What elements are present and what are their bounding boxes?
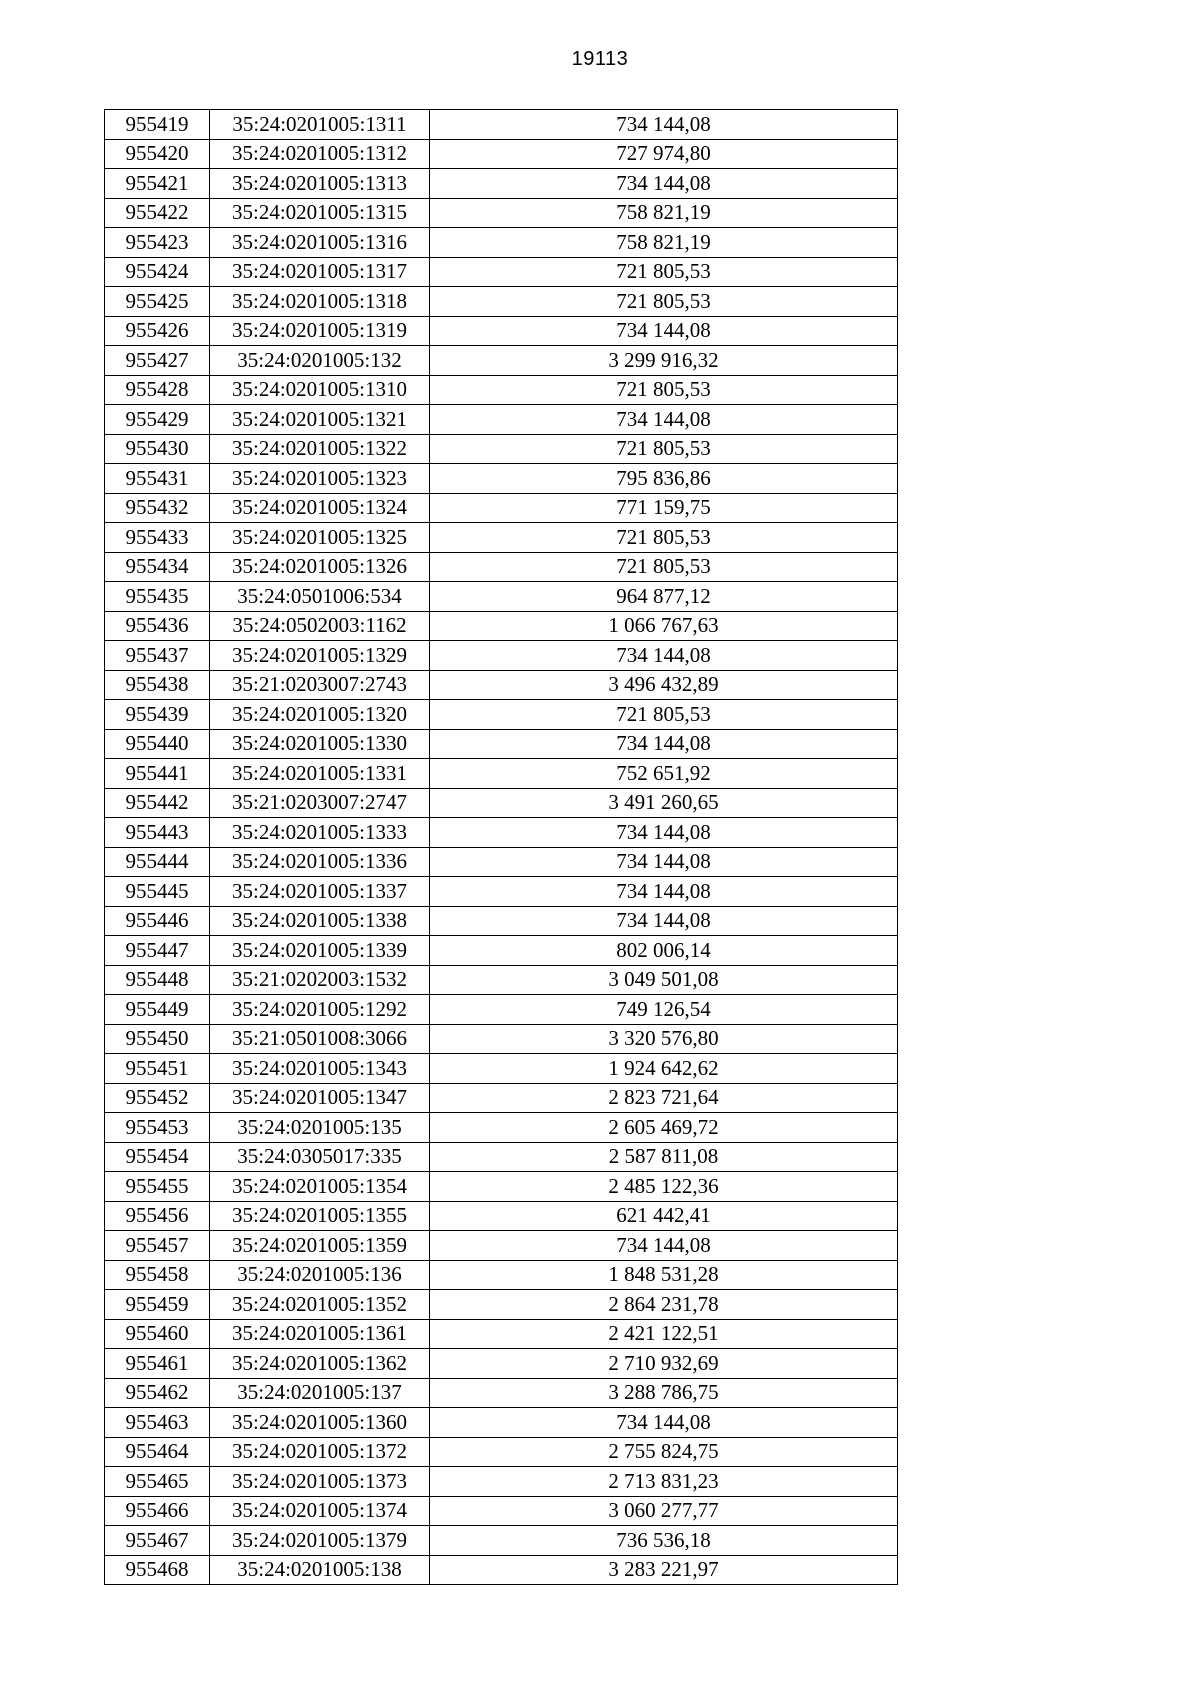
row-number-cell: 955456: [105, 1201, 210, 1231]
cadastral-value-cell: 2 587 811,08: [430, 1142, 898, 1172]
row-number-cell: 955464: [105, 1437, 210, 1467]
cadastral-number-cell: 35:24:0201005:1361: [210, 1319, 430, 1349]
cadastral-value-cell: 2 710 932,69: [430, 1349, 898, 1379]
table-row: [105, 169, 898, 199]
row-number-cell: 955421: [105, 169, 210, 199]
cadastral-value-cell: 727 974,80: [430, 139, 898, 169]
cadastral-number-cell: 35:24:0201005:1339: [210, 936, 430, 966]
table-row: [105, 906, 898, 936]
table-row: [105, 1024, 898, 1054]
table-row: [105, 1496, 898, 1526]
cadastral-number-cell: 35:24:0201005:1355: [210, 1201, 430, 1231]
cadastral-number-cell: 35:21:0501008:3066: [210, 1024, 430, 1054]
cadastral-number-cell: 35:24:0201005:138: [210, 1555, 430, 1585]
cadastral-number-cell: 35:24:0201005:1311: [210, 110, 430, 140]
row-number-cell: 955455: [105, 1172, 210, 1202]
cadastral-value-cell: 3 288 786,75: [430, 1378, 898, 1408]
table-row: [105, 375, 898, 405]
table-row: [105, 995, 898, 1025]
row-number-cell: 955446: [105, 906, 210, 936]
table-row: [105, 700, 898, 730]
table-row: [105, 1467, 898, 1497]
cadastral-value-cell: 3 496 432,89: [430, 670, 898, 700]
row-number-cell: 955435: [105, 582, 210, 612]
row-number-cell: 955462: [105, 1378, 210, 1408]
cadastral-number-cell: 35:21:0203007:2747: [210, 788, 430, 818]
cadastral-number-cell: 35:24:0201005:1313: [210, 169, 430, 199]
table-row: [105, 1260, 898, 1290]
table-row: [105, 641, 898, 671]
cadastral-value-cell: 721 805,53: [430, 552, 898, 582]
cadastral-number-cell: 35:24:0201005:1347: [210, 1083, 430, 1113]
cadastral-number-cell: 35:24:0201005:136: [210, 1260, 430, 1290]
cadastral-value-cell: 734 144,08: [430, 729, 898, 759]
row-number-cell: 955440: [105, 729, 210, 759]
cadastral-value-cell: 734 144,08: [430, 847, 898, 877]
table-row: [105, 611, 898, 641]
table-row: [105, 1113, 898, 1143]
cadastral-value-table: [104, 109, 898, 1585]
cadastral-value-cell: 721 805,53: [430, 375, 898, 405]
table-row: [105, 1172, 898, 1202]
cadastral-value-cell: 734 144,08: [430, 1231, 898, 1261]
row-number-cell: 955447: [105, 936, 210, 966]
table-row: [105, 198, 898, 228]
table-row: [105, 523, 898, 553]
cadastral-value-cell: 721 805,53: [430, 523, 898, 553]
table-row: [105, 493, 898, 523]
cadastral-number-cell: 35:24:0201005:1359: [210, 1231, 430, 1261]
cadastral-value-cell: 802 006,14: [430, 936, 898, 966]
table-row: [105, 316, 898, 346]
row-number-cell: 955419: [105, 110, 210, 140]
row-number-cell: 955444: [105, 847, 210, 877]
table-row: [105, 1526, 898, 1556]
cadastral-value-cell: 721 805,53: [430, 287, 898, 317]
row-number-cell: 955450: [105, 1024, 210, 1054]
table-row: [105, 936, 898, 966]
cadastral-number-cell: 35:24:0201005:1360: [210, 1408, 430, 1438]
cadastral-number-cell: 35:24:0201005:1312: [210, 139, 430, 169]
cadastral-value-cell: 734 144,08: [430, 641, 898, 671]
table-row: [105, 965, 898, 995]
table-row: [105, 1555, 898, 1585]
cadastral-value-cell: 3 060 277,77: [430, 1496, 898, 1526]
row-number-cell: 955431: [105, 464, 210, 494]
row-number-cell: 955441: [105, 759, 210, 789]
table-row: [105, 110, 898, 140]
cadastral-number-cell: 35:24:0201005:1322: [210, 434, 430, 464]
cadastral-value-cell: 3 049 501,08: [430, 965, 898, 995]
row-number-cell: 955468: [105, 1555, 210, 1585]
table-row: [105, 1054, 898, 1084]
cadastral-number-cell: 35:24:0201005:1315: [210, 198, 430, 228]
cadastral-value-cell: 2 755 824,75: [430, 1437, 898, 1467]
cadastral-number-cell: 35:24:0201005:1352: [210, 1290, 430, 1320]
table-row: [105, 464, 898, 494]
cadastral-value-cell: 771 159,75: [430, 493, 898, 523]
cadastral-number-cell: 35:24:0201005:1336: [210, 847, 430, 877]
cadastral-value-cell: 758 821,19: [430, 198, 898, 228]
cadastral-number-cell: 35:24:0201005:1329: [210, 641, 430, 671]
cadastral-number-cell: 35:24:0201005:1326: [210, 552, 430, 582]
row-number-cell: 955463: [105, 1408, 210, 1438]
cadastral-number-cell: 35:24:0201005:1330: [210, 729, 430, 759]
cadastral-number-cell: 35:24:0201005:1310: [210, 375, 430, 405]
row-number-cell: 955459: [105, 1290, 210, 1320]
row-number-cell: 955452: [105, 1083, 210, 1113]
table-row: [105, 1201, 898, 1231]
cadastral-value-cell: 721 805,53: [430, 257, 898, 287]
cadastral-number-cell: 35:24:0201005:1373: [210, 1467, 430, 1497]
cadastral-number-cell: 35:24:0502003:1162: [210, 611, 430, 641]
row-number-cell: 955429: [105, 405, 210, 435]
table-row: [105, 1408, 898, 1438]
cadastral-number-cell: 35:24:0201005:1316: [210, 228, 430, 258]
row-number-cell: 955465: [105, 1467, 210, 1497]
table-row: [105, 670, 898, 700]
cadastral-number-cell: 35:24:0201005:1379: [210, 1526, 430, 1556]
cadastral-value-cell: 721 805,53: [430, 700, 898, 730]
cadastral-value-cell: 752 651,92: [430, 759, 898, 789]
cadastral-number-cell: 35:24:0201005:1333: [210, 818, 430, 848]
row-number-cell: 955430: [105, 434, 210, 464]
table-body: [105, 110, 898, 1585]
cadastral-number-cell: 35:24:0201005:1362: [210, 1349, 430, 1379]
row-number-cell: 955436: [105, 611, 210, 641]
cadastral-value-cell: 734 144,08: [430, 169, 898, 199]
cadastral-value-cell: 2 864 231,78: [430, 1290, 898, 1320]
cadastral-number-cell: 35:24:0201005:1323: [210, 464, 430, 494]
cadastral-value-cell: 964 877,12: [430, 582, 898, 612]
cadastral-value-cell: 2 421 122,51: [430, 1319, 898, 1349]
table-row: [105, 1437, 898, 1467]
row-number-cell: 955426: [105, 316, 210, 346]
cadastral-number-cell: 35:24:0305017:335: [210, 1142, 430, 1172]
row-number-cell: 955439: [105, 700, 210, 730]
cadastral-value-cell: 736 536,18: [430, 1526, 898, 1556]
page-number: 19113: [571, 48, 629, 70]
row-number-cell: 955467: [105, 1526, 210, 1556]
cadastral-number-cell: 35:21:0203007:2743: [210, 670, 430, 700]
table-row: [105, 1378, 898, 1408]
cadastral-number-cell: 35:24:0201005:1343: [210, 1054, 430, 1084]
cadastral-number-cell: 35:24:0201005:1337: [210, 877, 430, 907]
cadastral-number-cell: 35:24:0201005:1354: [210, 1172, 430, 1202]
cadastral-value-cell: 3 283 221,97: [430, 1555, 898, 1585]
cadastral-number-cell: 35:24:0201005:1320: [210, 700, 430, 730]
cadastral-number-cell: 35:24:0201005:1331: [210, 759, 430, 789]
table-row: [105, 552, 898, 582]
cadastral-number-cell: 35:24:0201005:1374: [210, 1496, 430, 1526]
row-number-cell: 955442: [105, 788, 210, 818]
cadastral-value-cell: 734 144,08: [430, 1408, 898, 1438]
cadastral-value-cell: 1 066 767,63: [430, 611, 898, 641]
table-row: [105, 1231, 898, 1261]
cadastral-number-cell: 35:24:0201005:1292: [210, 995, 430, 1025]
row-number-cell: 955461: [105, 1349, 210, 1379]
table-row: [105, 257, 898, 287]
table-row: [105, 877, 898, 907]
row-number-cell: 955457: [105, 1231, 210, 1261]
row-number-cell: 955448: [105, 965, 210, 995]
row-number-cell: 955434: [105, 552, 210, 582]
cadastral-value-cell: 3 491 260,65: [430, 788, 898, 818]
cadastral-value-cell: 2 605 469,72: [430, 1113, 898, 1143]
row-number-cell: 955466: [105, 1496, 210, 1526]
cadastral-value-cell: 3 299 916,32: [430, 346, 898, 376]
table-row: [105, 139, 898, 169]
cadastral-value-cell: 795 836,86: [430, 464, 898, 494]
cadastral-number-cell: 35:24:0201005:1319: [210, 316, 430, 346]
row-number-cell: 955453: [105, 1113, 210, 1143]
table-row: [105, 1290, 898, 1320]
row-number-cell: 955433: [105, 523, 210, 553]
row-number-cell: 955454: [105, 1142, 210, 1172]
row-number-cell: 955420: [105, 139, 210, 169]
row-number-cell: 955445: [105, 877, 210, 907]
row-number-cell: 955443: [105, 818, 210, 848]
row-number-cell: 955437: [105, 641, 210, 671]
row-number-cell: 955438: [105, 670, 210, 700]
cadastral-value-cell: 3 320 576,80: [430, 1024, 898, 1054]
table-row: [105, 847, 898, 877]
cadastral-value-cell: 734 144,08: [430, 906, 898, 936]
row-number-cell: 955428: [105, 375, 210, 405]
cadastral-value-cell: 734 144,08: [430, 877, 898, 907]
cadastral-number-cell: 35:21:0202003:1532: [210, 965, 430, 995]
cadastral-value-cell: 1 924 642,62: [430, 1054, 898, 1084]
table-row: [105, 1142, 898, 1172]
cadastral-value-cell: 758 821,19: [430, 228, 898, 258]
table-row: [105, 582, 898, 612]
table-row: [105, 1319, 898, 1349]
table-row: [105, 818, 898, 848]
cadastral-value-cell: 1 848 531,28: [430, 1260, 898, 1290]
table-row: [105, 228, 898, 258]
row-number-cell: 955449: [105, 995, 210, 1025]
row-number-cell: 955424: [105, 257, 210, 287]
row-number-cell: 955427: [105, 346, 210, 376]
table-row: [105, 287, 898, 317]
table-row: [105, 405, 898, 435]
row-number-cell: 955451: [105, 1054, 210, 1084]
table-row: [105, 788, 898, 818]
table-row: [105, 1083, 898, 1113]
cadastral-value-cell: 734 144,08: [430, 818, 898, 848]
table-row: [105, 759, 898, 789]
cadastral-value-cell: 2 713 831,23: [430, 1467, 898, 1497]
table-row: [105, 346, 898, 376]
cadastral-number-cell: 35:24:0201005:132: [210, 346, 430, 376]
table-row: [105, 1349, 898, 1379]
cadastral-value-cell: 721 805,53: [430, 434, 898, 464]
table-row: [105, 729, 898, 759]
cadastral-number-cell: 35:24:0201005:137: [210, 1378, 430, 1408]
cadastral-number-cell: 35:24:0201005:1318: [210, 287, 430, 317]
cadastral-number-cell: 35:24:0201005:1372: [210, 1437, 430, 1467]
cadastral-value-cell: 749 126,54: [430, 995, 898, 1025]
cadastral-number-cell: 35:24:0501006:534: [210, 582, 430, 612]
row-number-cell: 955458: [105, 1260, 210, 1290]
cadastral-value-cell: 734 144,08: [430, 316, 898, 346]
cadastral-value-cell: 2 485 122,36: [430, 1172, 898, 1202]
cadastral-number-cell: 35:24:0201005:1321: [210, 405, 430, 435]
row-number-cell: 955432: [105, 493, 210, 523]
table-row: [105, 434, 898, 464]
row-number-cell: 955425: [105, 287, 210, 317]
cadastral-number-cell: 35:24:0201005:1338: [210, 906, 430, 936]
cadastral-number-cell: 35:24:0201005:1324: [210, 493, 430, 523]
cadastral-value-cell: 2 823 721,64: [430, 1083, 898, 1113]
cadastral-value-cell: 734 144,08: [430, 110, 898, 140]
row-number-cell: 955423: [105, 228, 210, 258]
cadastral-number-cell: 35:24:0201005:1317: [210, 257, 430, 287]
row-number-cell: 955460: [105, 1319, 210, 1349]
cadastral-number-cell: 35:24:0201005:1325: [210, 523, 430, 553]
row-number-cell: 955422: [105, 198, 210, 228]
cadastral-value-cell: 734 144,08: [430, 405, 898, 435]
cadastral-value-cell: 621 442,41: [430, 1201, 898, 1231]
cadastral-number-cell: 35:24:0201005:135: [210, 1113, 430, 1143]
